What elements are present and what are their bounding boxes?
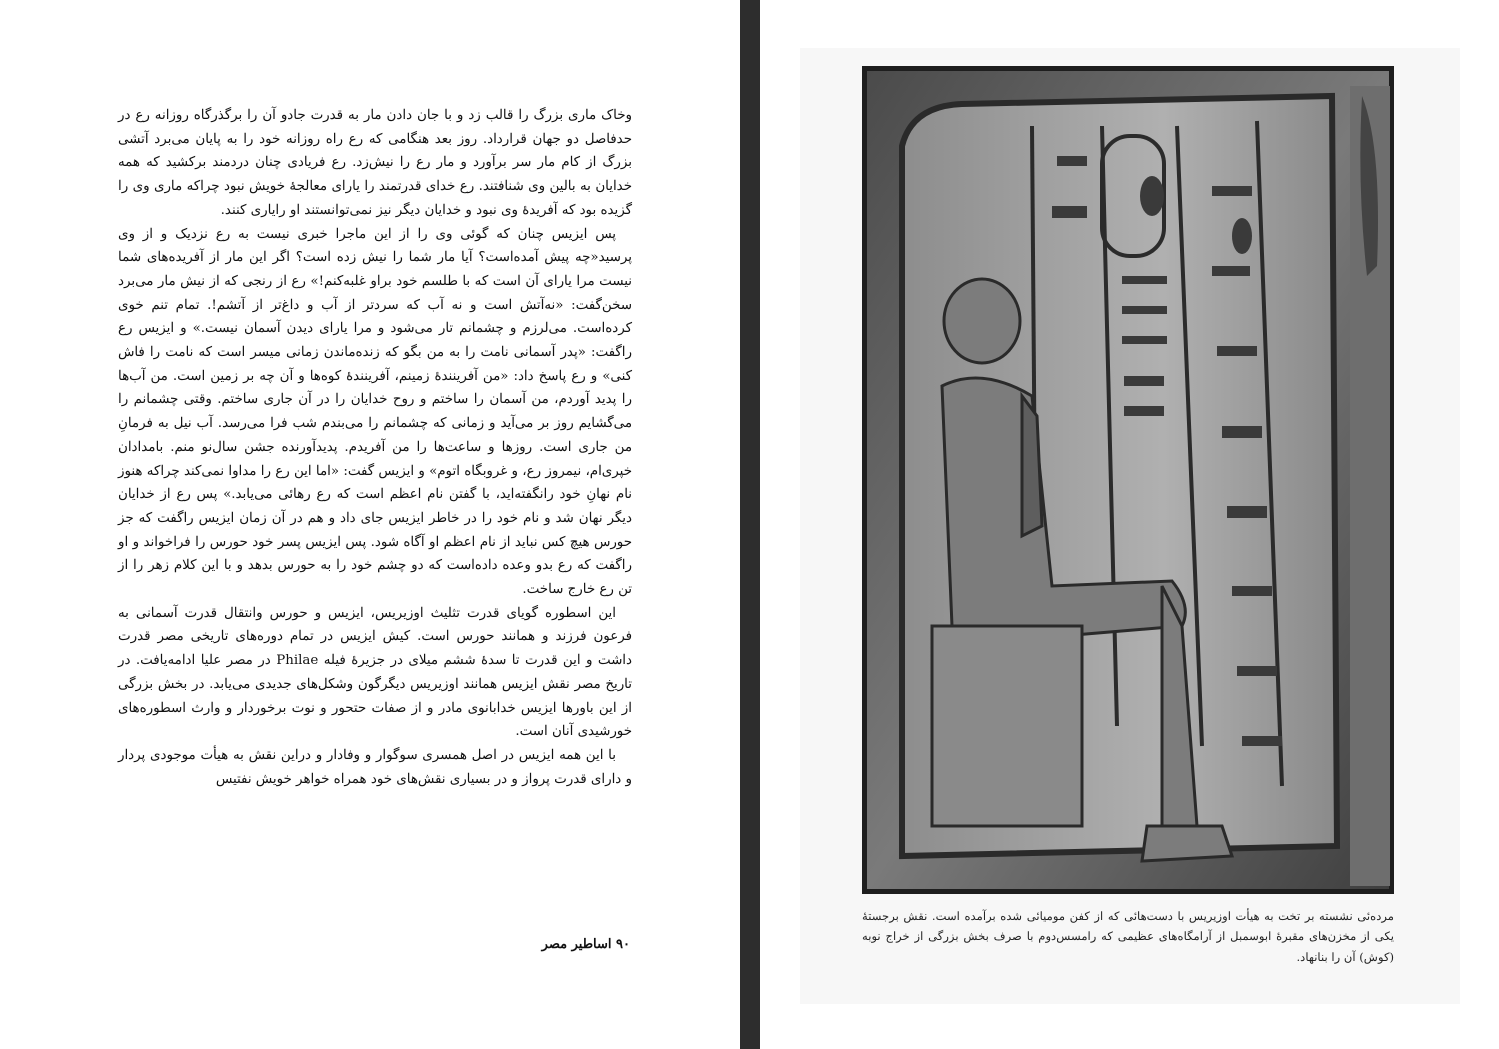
book-spine	[740, 0, 760, 1049]
paragraph: وخاک ماری بزرگ را قالب زد و با جان دادن مار به قدرت جادو آن را برگذرگاه روزانه رع در حدفاصل دو جهان قرارداد. روز بعد هنگامی که رع راه روزانه خود را به پایان می‌برد آتشی بزرگ از کام مار سر برآورد و مار رع را نیش‌زد. رع فریادی چنان دردمند برکشید که همه خدایان به بالین وی شنافتند. رع خدای قدرتمند را یارای معالجهٔ خویش نبود چراکه ماری وی را گزیده بود که آفریدهٔ وی نبود و خدایان دیگر نیز نمی‌توانستند او رایاری کنند.	[118, 108, 632, 218]
relief-photo-icon	[862, 66, 1394, 894]
paragraph: با این همه ایزیس در اصل همسری سوگوار و وفادار و دراین نقش به هیأت موجودی پردار و دارای قدرت پرواز و در بسیاری نقش‌های خود همراه خواهر خویش نفتیس	[118, 747, 632, 787]
caption-text: مرده‌ئی نشسته بر تخت به هیأت اوزیریس با دست‌هائی که از کفن مومیائی شده برآمده است. نقش برجستهٔ یکی از مخزن‌های مقبرهٔ ابوسمبل از آرامگاه‌های عظیمی که رامسس‌دوم با صرف بخش بزرگی از خراج نوبه (کوش) آن را بنانهاد.	[862, 909, 1394, 964]
figure-caption	[862, 906, 1394, 967]
paragraph: پس ایزیس چنان که گوئی وی را از این ماجرا خبری نیست به رع نزدیک و از وی پرسید«چه پیش آمده‌است؟ آیا مار شما را نیش زده است؟ اگر این مار از آفریده‌های شما نیست مرا یارای آن است که با طلسم خود براو غلبه‌کنم!» رع از رنجی که از نیش مار می‌برد سخن‌گفت: «نه‌آتش است و نه آب که سردتر از آب و داغ‌تر از آتشم!. تمام تنم خوی کرده‌است. می‌لرزم و چشمانم تار می‌شود و مرا یارای دیدن آسمان نیست.» و ایزیس رع را‌گفت: «پدر آسمانی نامت را به من بگو که زنده‌ماندن زمانی میسر است که نامت را فاش کنی» و رع پاسخ داد: «من آفرینندهٔ زمینم، آفرینندهٔ کوه‌ها و آن چه بر زمین است. من آب‌ها را پدید آوردم، من آسمان را ساختم و روح خدایان را در آن جاری ساختم. وقتی چشمانم را می‌گشایم روز بر می‌آید و زمانی که چشمانم را می‌بندم شب فرا می‌رسد. آب نیل به فرمانِ من جاری است. روزها و ساعت‌ها را من آفریدم. پدیدآورنده جشن سال‌نو منم. بامدادان خپری‌ام، نیمروز رع، و غروبگاه اتوم» و ایزیس گفت: «اما این رع را مداوا نمی‌کند چراکه هنوز نام نهانِ خود رانگفته‌اید، با گفتن نام اعظم است که رع رهائی می‌یابد.» پس رع از خدایان دیگر نهان شد و نام خود را در خاطر ایزیس جای داد و هم در آن زمان ایزیس راگفت که جز حورس هیچ کس نباید از نام اعظم او آگاه شود. پس ایزیس پسر خود حورس را فراخواند و او راگفت که رع بدو وعده داده‌است که دو چشم خود را به حورس بدهد و با این کلام زهر را از تن رع خارج ساخت.	[118, 226, 632, 598]
page-footer: ۹۰ اساطیر مصر	[541, 937, 630, 952]
relief-photo	[862, 66, 1394, 894]
body-text	[118, 104, 632, 791]
paragraph: این اسطوره گویای قدرت تثلیث اوزیریس، ایزیس و حورس وانتقال قدرت آسمانی به فرعون فرزند و همانند حورس است. کیش ایزیس در تمام دوره‌های تاریخی مصر قدرت داشت و این قدرت تا سدهٔ ششم میلای در جزیرهٔ فیله Philae در مصر علیا ادامه‌یافت. در تاریخ مصر نقش ایزیس همانند اوزیریس دیگرگون وشکل‌های جدیدی می‌یابد. در بخش بزرگی از این باورها ایزیس خدابانوی مادر و از صفات حتحور و نوت برخوردار و وارث اسطوره‌های خورشیدی آنان است.	[118, 605, 632, 740]
